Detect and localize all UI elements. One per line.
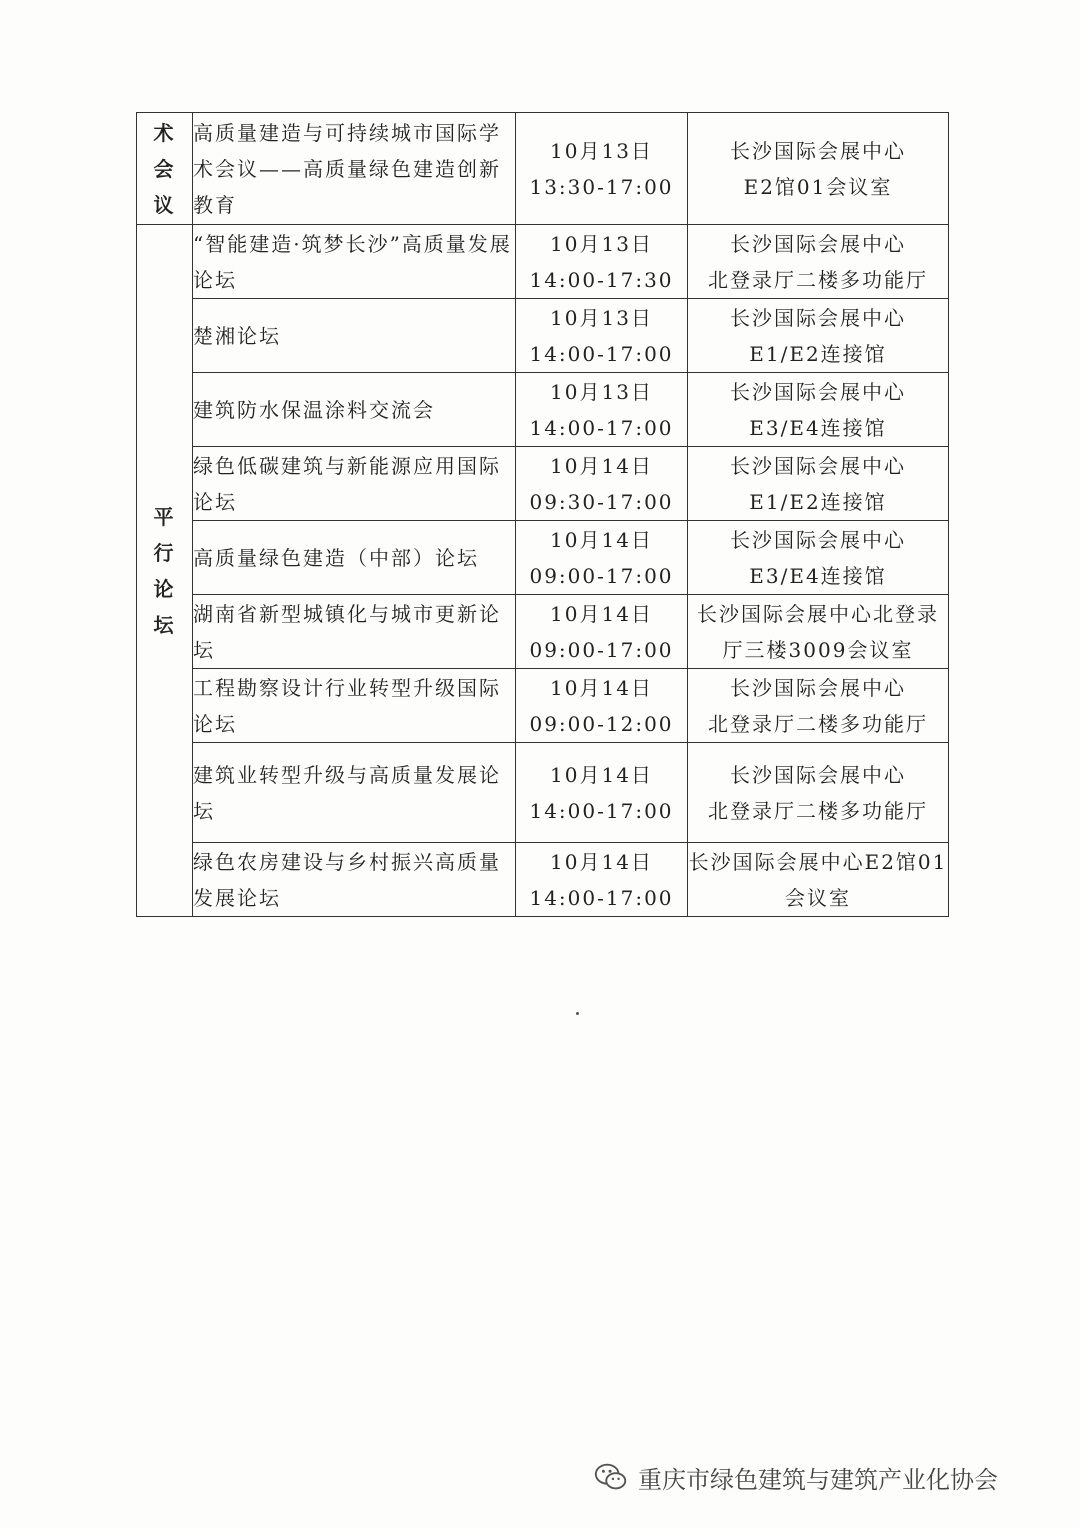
- table-row: [137, 113, 949, 225]
- event-date: 10月13日: [550, 305, 653, 330]
- event-date: 10月13日: [550, 138, 653, 163]
- event-time: 14:00-17:00: [529, 885, 674, 910]
- category-label: 术会议: [153, 120, 176, 217]
- event-time: 09:00-17:00: [529, 637, 674, 662]
- event-time-cell: [516, 373, 688, 447]
- event-venue-cell: [688, 669, 949, 743]
- event-date: 10月14日: [550, 675, 653, 700]
- table-row: [137, 669, 949, 743]
- event-name-cell: 建筑防水保温涂料交流会: [193, 373, 516, 447]
- venue-line-2: E2馆01会议室: [743, 174, 893, 199]
- venue-line-1: 长沙国际会展中心: [730, 453, 906, 478]
- table-row: [137, 299, 949, 373]
- footer-watermark: [592, 1458, 998, 1496]
- event-time: 09:00-17:00: [529, 563, 674, 588]
- venue-line-1: 长沙国际会展中心: [730, 675, 906, 700]
- table-row: [137, 225, 949, 299]
- table-row: [137, 447, 949, 521]
- event-name-cell: 高质量建造与可持续城市国际学术会议——高质量绿色建造创新教育: [193, 113, 516, 225]
- event-date: 10月14日: [550, 601, 653, 626]
- venue-line-2: E3/E4连接馆: [749, 415, 887, 440]
- event-time: 14:00-17:00: [529, 415, 674, 440]
- event-time: 13:30-17:00: [529, 174, 674, 199]
- event-time-cell: [516, 113, 688, 225]
- venue-line-2: 北登录厅二楼多功能厅: [708, 798, 928, 823]
- event-venue-cell: [688, 743, 949, 843]
- event-date: 10月14日: [550, 527, 653, 552]
- table-row: [137, 743, 949, 843]
- event-name-cell: 绿色农房建设与乡村振兴高质量发展论坛: [193, 843, 516, 917]
- category-label: 平行论坛: [153, 504, 176, 637]
- event-date: 10月14日: [550, 849, 653, 874]
- event-date: 10月14日: [550, 762, 653, 787]
- event-venue-cell: [688, 299, 949, 373]
- venue-line-1: 长沙国际会展中心: [730, 379, 906, 404]
- event-name-cell: “智能建造·筑梦长沙”高质量发展论坛: [193, 225, 516, 299]
- event-time-cell: [516, 299, 688, 373]
- event-time-cell: [516, 743, 688, 843]
- event-name-cell: 高质量绿色建造（中部）论坛: [193, 521, 516, 595]
- event-name-cell: 绿色低碳建筑与新能源应用国际论坛: [193, 447, 516, 521]
- event-time: 14:00-17:00: [529, 341, 674, 366]
- venue-line-2: 厅三楼3009会议室: [722, 637, 914, 662]
- category-cell-academic: [137, 113, 193, 225]
- event-venue-cell: [688, 373, 949, 447]
- venue-line-1: 长沙国际会展中心: [730, 231, 906, 256]
- event-name-cell: 湖南省新型城镇化与城市更新论坛: [193, 595, 516, 669]
- venue-line-2: E1/E2连接馆: [749, 341, 887, 366]
- event-venue-cell: [688, 447, 949, 521]
- event-time-cell: [516, 447, 688, 521]
- event-name-cell: 工程勘察设计行业转型升级国际论坛: [193, 669, 516, 743]
- event-time-cell: [516, 521, 688, 595]
- schedule-table: [136, 112, 949, 917]
- event-date: 10月14日: [550, 453, 653, 478]
- event-venue-cell: [688, 521, 949, 595]
- event-date: 10月13日: [550, 231, 653, 256]
- venue-line-1: 长沙国际会展中心: [730, 138, 906, 163]
- venue-line-2: 会议室: [785, 885, 851, 910]
- venue-line-1: 长沙国际会展中心北登录: [697, 601, 939, 626]
- event-venue-cell: [688, 843, 949, 917]
- venue-line-2: E3/E4连接馆: [749, 563, 887, 588]
- venue-line-1: 长沙国际会展中心: [730, 305, 906, 330]
- venue-line-1: 长沙国际会展中心: [730, 527, 906, 552]
- table-row: [137, 843, 949, 917]
- table-row: [137, 373, 949, 447]
- event-venue-cell: [688, 225, 949, 299]
- event-venue-cell: [688, 595, 949, 669]
- venue-line-2: E1/E2连接馆: [749, 489, 887, 514]
- event-time: 14:00-17:30: [529, 267, 674, 292]
- event-date: 10月13日: [550, 379, 653, 404]
- table-row: [137, 595, 949, 669]
- venue-line-2: 北登录厅二楼多功能厅: [708, 267, 928, 292]
- event-time-cell: [516, 595, 688, 669]
- venue-line-2: 北登录厅二楼多功能厅: [708, 711, 928, 736]
- event-time: 09:00-12:00: [529, 711, 674, 736]
- scan-speck: [576, 1012, 579, 1015]
- event-name-cell: 楚湘论坛: [193, 299, 516, 373]
- category-cell-parallel: [137, 225, 193, 917]
- event-time: 14:00-17:00: [529, 798, 674, 823]
- event-time-cell: [516, 225, 688, 299]
- venue-line-1: 长沙国际会展中心E2馆01: [688, 849, 948, 874]
- table-row: [137, 521, 949, 595]
- event-venue-cell: [688, 113, 949, 225]
- venue-line-1: 长沙国际会展中心: [730, 762, 906, 787]
- event-time-cell: [516, 843, 688, 917]
- footer-text: 重庆市绿色建筑与建筑产业化协会: [638, 1465, 998, 1494]
- event-time: 09:30-17:00: [529, 489, 674, 514]
- event-time-cell: [516, 669, 688, 743]
- wechat-icon: [592, 1458, 630, 1496]
- event-name-cell: 建筑业转型升级与高质量发展论坛: [193, 743, 516, 843]
